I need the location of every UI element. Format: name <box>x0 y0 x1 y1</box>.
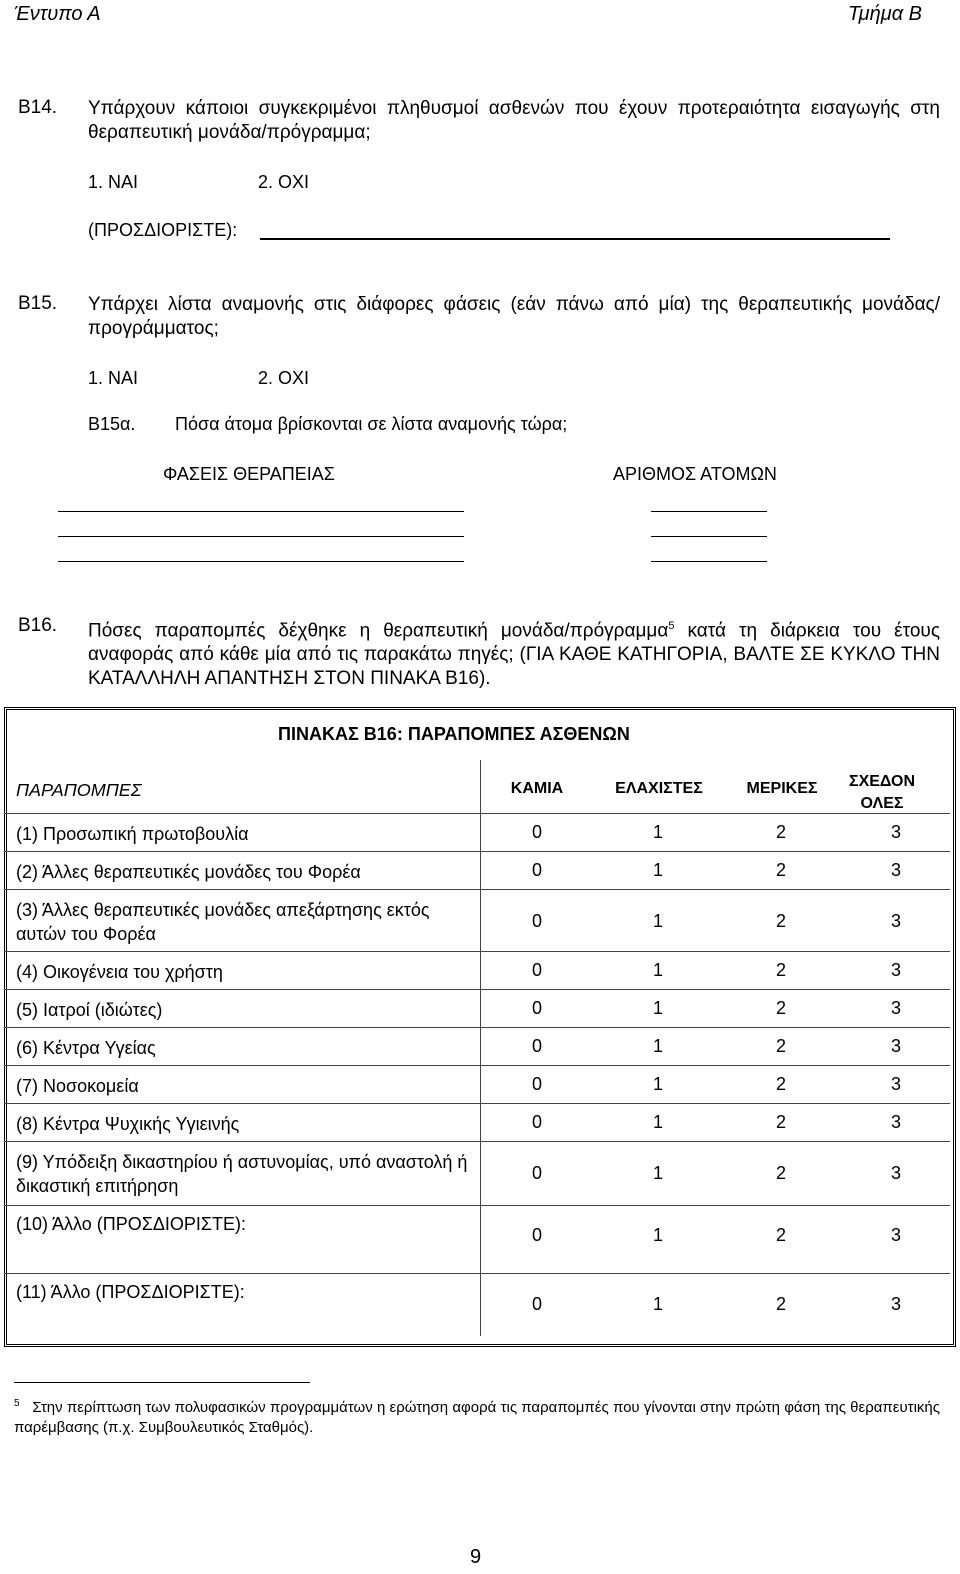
table-title: ΠΙΝΑΚΑΣ Β16: ΠΑΡΑΠΟΜΠΕΣ ΑΣΘΕΝΩΝ <box>278 724 630 744</box>
question-b15-text: Υπάρχει λίστα αναμονής στις διάφορες φάσεις (εάν πάνω από μία) της θεραπευτικής μονάδας/προγράμματος; <box>88 294 940 339</box>
referral-source-label: (4) Οικογένεια του χρήστη <box>16 962 223 982</box>
footnote-mark: 5 <box>14 1398 20 1409</box>
answer-option-0[interactable]: 0 <box>531 1294 542 1314</box>
answer-option-2[interactable]: 2 <box>775 1036 786 1056</box>
footnote <box>14 1394 940 1438</box>
answer-option-3[interactable]: 3 <box>890 911 901 931</box>
referral-source-label: (2) Άλλες θεραπευτικές μονάδες του Φορέα <box>16 862 361 882</box>
question-b14-number: Β14. <box>18 97 58 118</box>
answer-option-1[interactable]: 1 <box>652 998 663 1018</box>
referral-source-label: (5) Ιατροί (ιδιώτες) <box>16 1000 163 1020</box>
answer-option-3[interactable]: 3 <box>890 1112 901 1132</box>
question-b15a-text: Πόσα άτομα βρίσκονται σε λίστα αναμονής τώρα; <box>175 414 568 434</box>
answer-option-2[interactable]: 2 <box>775 822 786 842</box>
referral-source-label: (10) Άλλο (ΠΡΟΣΔΙΟΡΙΣΤΕ): <box>16 1214 247 1234</box>
question-b15-number: Β15. <box>18 293 58 314</box>
answer-option-0[interactable]: 0 <box>531 1225 542 1245</box>
answer-option-1[interactable]: 1 <box>652 1163 663 1183</box>
phase-entry-line[interactable] <box>58 561 464 562</box>
phase-entry-line[interactable] <box>58 511 464 512</box>
answer-option-1[interactable]: 1 <box>652 1036 663 1056</box>
answer-option-1[interactable]: 1 <box>652 911 663 931</box>
b15-option-no[interactable]: 2. ΟΧΙ <box>258 368 310 388</box>
column-header-almost-all: ΣΧΕΔΟΝ ΟΛΕΣ <box>848 773 915 812</box>
referral-source-label: (11) Άλλο (ΠΡΟΣΔΙΟΡΙΣΤΕ): <box>16 1282 245 1302</box>
column-header-very-few: ΕΛΑΧΙΣΤΕΣ <box>615 780 703 797</box>
referral-source-text: (3) Άλλες θεραπευτικές μονάδες απεξάρτησης εκτός αυτών του Φορέα <box>16 900 430 944</box>
answer-option-3[interactable]: 3 <box>890 860 901 880</box>
section-label: Τμήμα Β <box>847 3 922 25</box>
row-divider <box>4 1141 950 1142</box>
phase-entry-line[interactable] <box>58 536 464 537</box>
answer-option-0[interactable]: 0 <box>531 1112 542 1132</box>
answer-option-2[interactable]: 2 <box>775 911 786 931</box>
answer-option-2[interactable]: 2 <box>775 1225 786 1245</box>
referral-source-label: (6) Κέντρα Υγείας <box>16 1038 156 1058</box>
answer-option-0[interactable]: 0 <box>531 911 542 931</box>
answer-option-2[interactable]: 2 <box>775 998 786 1018</box>
row-divider <box>4 1103 950 1104</box>
phases-column-header: ΦΑΣΕΙΣ ΘΕΡΑΠΕΙΑΣ <box>163 464 335 484</box>
answer-option-0[interactable]: 0 <box>531 1036 542 1056</box>
answer-option-2[interactable]: 2 <box>775 1074 786 1094</box>
answer-option-2[interactable]: 2 <box>775 1163 786 1183</box>
answer-option-2[interactable]: 2 <box>775 1294 786 1314</box>
answer-option-1[interactable]: 1 <box>652 1225 663 1245</box>
answer-option-3[interactable]: 3 <box>890 1294 901 1314</box>
column-divider <box>480 760 481 1336</box>
row-divider <box>4 889 950 890</box>
answer-option-0[interactable]: 0 <box>531 860 542 880</box>
column-header-some: ΜΕΡΙΚΕΣ <box>746 780 818 797</box>
answer-option-0[interactable]: 0 <box>531 998 542 1018</box>
answer-option-3[interactable]: 3 <box>890 960 901 980</box>
row-divider <box>4 1205 950 1206</box>
b14-specify-line[interactable] <box>260 238 890 240</box>
answer-option-0[interactable]: 0 <box>531 1074 542 1094</box>
answer-option-3[interactable]: 3 <box>890 822 901 842</box>
answer-option-1[interactable]: 1 <box>652 1294 663 1314</box>
question-b14-text: Υπάρχουν κάποιοι συγκεκριμένοι πληθυσμοί ασθενών που έχουν προτεραιότητα εισαγωγής στη θεραπευτική μονάδα/πρόγραμμα; <box>88 98 940 143</box>
page-number: 9 <box>470 1546 482 1568</box>
people-entry-line[interactable] <box>651 511 767 512</box>
answer-option-0[interactable]: 0 <box>531 822 542 842</box>
row-header-label: ΠΑΡΑΠΟΜΠΕΣ <box>16 780 142 800</box>
answer-option-1[interactable]: 1 <box>652 860 663 880</box>
answer-option-1[interactable]: 1 <box>652 960 663 980</box>
row-divider <box>4 1065 950 1066</box>
row-divider <box>4 989 950 990</box>
answer-option-2[interactable]: 2 <box>775 860 786 880</box>
column-header-none: ΚΑΜΙΑ <box>510 780 564 797</box>
b14-specify-label: (ΠΡΟΣΔΙΟΡΙΣΤΕ): <box>88 220 238 240</box>
footnote-reference: 5 <box>668 620 675 632</box>
question-b16-number: Β16. <box>18 615 58 636</box>
row-divider <box>4 1273 950 1274</box>
row-divider <box>4 813 950 814</box>
answer-option-3[interactable]: 3 <box>890 1036 901 1056</box>
question-b16-text-part1: Πόσες παραπομπές δέχθηκε η θεραπευτική μονάδα/πρόγραμμα <box>88 620 669 642</box>
answer-option-3[interactable]: 3 <box>890 998 901 1018</box>
answer-option-3[interactable]: 3 <box>890 1163 901 1183</box>
b14-option-no[interactable]: 2. ΟΧΙ <box>258 172 310 192</box>
row-divider <box>4 851 950 852</box>
footnote-divider <box>14 1382 310 1383</box>
people-entry-line[interactable] <box>651 561 767 562</box>
question-b16-text <box>88 614 940 691</box>
people-entry-line[interactable] <box>651 536 767 537</box>
b15-option-yes[interactable]: 1. ΝΑΙ <box>88 368 139 388</box>
answer-option-3[interactable]: 3 <box>890 1225 901 1245</box>
question-b15a-number: Β15α. <box>88 414 136 434</box>
answer-option-2[interactable]: 2 <box>775 1112 786 1132</box>
referral-source-label <box>16 898 472 946</box>
answer-option-1[interactable]: 1 <box>652 822 663 842</box>
answer-option-1[interactable]: 1 <box>652 1112 663 1132</box>
answer-option-3[interactable]: 3 <box>890 1074 901 1094</box>
answer-option-0[interactable]: 0 <box>531 1163 542 1183</box>
footnote-text: Στην περίπτωση των πολυφασικών προγραμμάτων η ερώτηση αφορά τις παραπομπές που γίνονται στην πρώτη φάση της θεραπευτικής παρέμβασης (π.χ. Συμβουλευτικός Σταθμός). <box>14 1399 940 1436</box>
people-column-header: ΑΡΙΘΜΟΣ ΑΤΟΜΩΝ <box>613 464 777 484</box>
referral-source-label: (9) Υπόδειξη δικαστηρίου ή αστυνομίας, υπό αναστολή ή δικαστική επιτήρηση <box>16 1152 468 1196</box>
answer-option-1[interactable]: 1 <box>652 1074 663 1094</box>
referral-source-label: (7) Νοσοκομεία <box>16 1076 139 1096</box>
row-divider <box>4 951 950 952</box>
answer-option-2[interactable]: 2 <box>775 960 786 980</box>
referral-source-label: (8) Κέντρα Ψυχικής Υγιεινής <box>16 1114 240 1134</box>
form-label: Έντυπο Α <box>14 3 101 25</box>
answer-option-0[interactable]: 0 <box>531 960 542 980</box>
b14-option-yes[interactable]: 1. ΝΑΙ <box>88 172 139 192</box>
question-b16-text-part2: κατά τη διάρκεια του έτους αναφοράς από κάθε μία από τις παρακάτω πηγές; (ΓΙΑ ΚΑΘΕ ΚΑΤΗΓΟΡΙΑ, ΒΑΛΤΕ ΣΕ ΚΥΚΛΟ ΤΗΝ ΚΑΤΑΛΛΗΛΗ ΑΠΑΝΤΗΣΗ ΣΤΟΝ ΠΙΝΑΚΑ Β16). <box>88 620 940 690</box>
row-divider <box>4 1027 950 1028</box>
referral-source-label: (1) Προσωπική πρωτοβουλία <box>16 824 249 844</box>
